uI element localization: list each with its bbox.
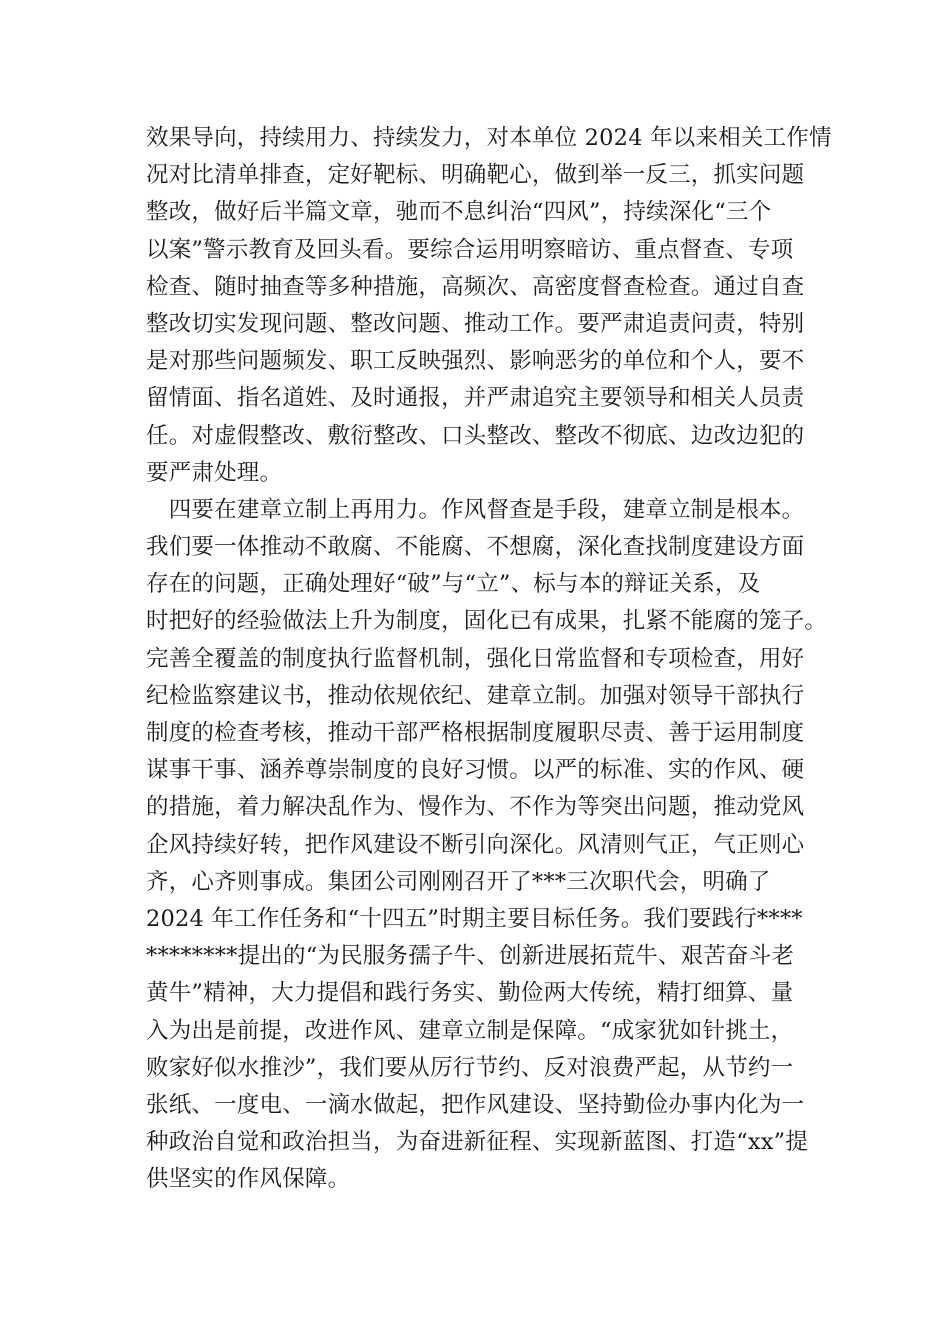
- text-line: 制度的检查考核，推动干部严格根据制度履职尽责、善于运用制度: [146, 720, 805, 746]
- text-line: 以案”警示教育及回头看。要综合运用明察暗访、重点督查、专项: [146, 236, 794, 263]
- text-line: 败家好似水推沙”，我们要从厉行节约、反对浪费严起，从节约一: [146, 1054, 794, 1081]
- text-line: 的措施，着力解决乱作为、慢作为、不作为等突出问题，推动党风: [146, 794, 805, 821]
- text-line: 四要在建章立制上再用力。作风督查是手段，建章立制是根本。: [146, 496, 805, 523]
- text-line: 整改，做好后半篇文章，驰而不息纠治“四风”，持续深化“三个: [146, 199, 772, 226]
- text-line: 谋事干事、涵养尊崇制度的良好习惯。以严的标准、实的作风、硬: [146, 757, 805, 784]
- text-line: 入为出是前提，改进作风、建章立制是保障。“成家犹如针挑土，: [146, 1017, 794, 1044]
- text-line: 纪检监察建议书，推动依规依纪、建章立制。加强对领导干部执行: [146, 682, 805, 709]
- text-line: 黄牛”精神，大力提倡和践行务实、勤俭两大传统，精打细算、量: [146, 980, 794, 1007]
- text-line: 存在的问题，正确处理好“破”与“立”、标与本的辩证关系，及: [146, 571, 761, 598]
- text-line: 整改切实发现问题、整改问题、推动工作。要严肃追责问责，特别: [146, 310, 805, 337]
- text-line: 任。对虚假整改、敷衍整改、口头整改、整改不彻底、边改边犯的: [146, 422, 805, 449]
- text-line: 是对那些问题频发、职工反映强烈、影响恶劣的单位和个人，要不: [146, 348, 805, 375]
- text-line: 企风持续好转，把作风建设不断引向深化。风清则气正，气正则心: [146, 831, 805, 858]
- text-line: 供坚实的作风保障。: [146, 1166, 351, 1193]
- text-line: 效果导向，持续用力、持续发力，对本单位 2024 年以来相关工作情: [146, 125, 832, 151]
- text-line: ********提出的“为民服务孺子牛、创新进展拓荒牛、艰苦奋斗老: [146, 943, 795, 970]
- document-body: [146, 120, 832, 1198]
- text-line: 我们要一体推动不敢腐、不能腐、不想腐，深化查找制度建设方面: [146, 534, 805, 561]
- text-line: 张纸、一度电、一滴水做起，把作风建设、坚持勤俭办事内化为一: [146, 1091, 805, 1118]
- text-line: 要严肃处理。: [146, 459, 283, 486]
- text-line: 检查、随时抽查等多种措施，高频次、高密度督查检查。通过自查: [146, 273, 805, 300]
- text-line: 完善全覆盖的制度执行监督机制，强化日常监督和专项检查，用好: [146, 645, 805, 672]
- text-line: 2024 年工作任务和“十四五”时期主要目标任务。我们要践行****: [146, 905, 803, 932]
- text-line: 齐，心齐则事成。集团公司刚刚召开了***三次职代会，明确了: [146, 868, 771, 895]
- text-line: 况对比清单排查，定好靶标、明确靶心，做到举一反三，抓实问题: [146, 162, 805, 189]
- text-line: 时把好的经验做法上升为制度，固化已有成果，扎紧不能腐的笼子。: [146, 608, 828, 635]
- text-line: 留情面、指名道姓、及时通报，并严肃追究主要领导和相关人员责: [146, 385, 805, 412]
- text-line: 种政治自觉和政治担当，为奋进新征程、实现新蓝图、打造“xx”提: [146, 1129, 809, 1156]
